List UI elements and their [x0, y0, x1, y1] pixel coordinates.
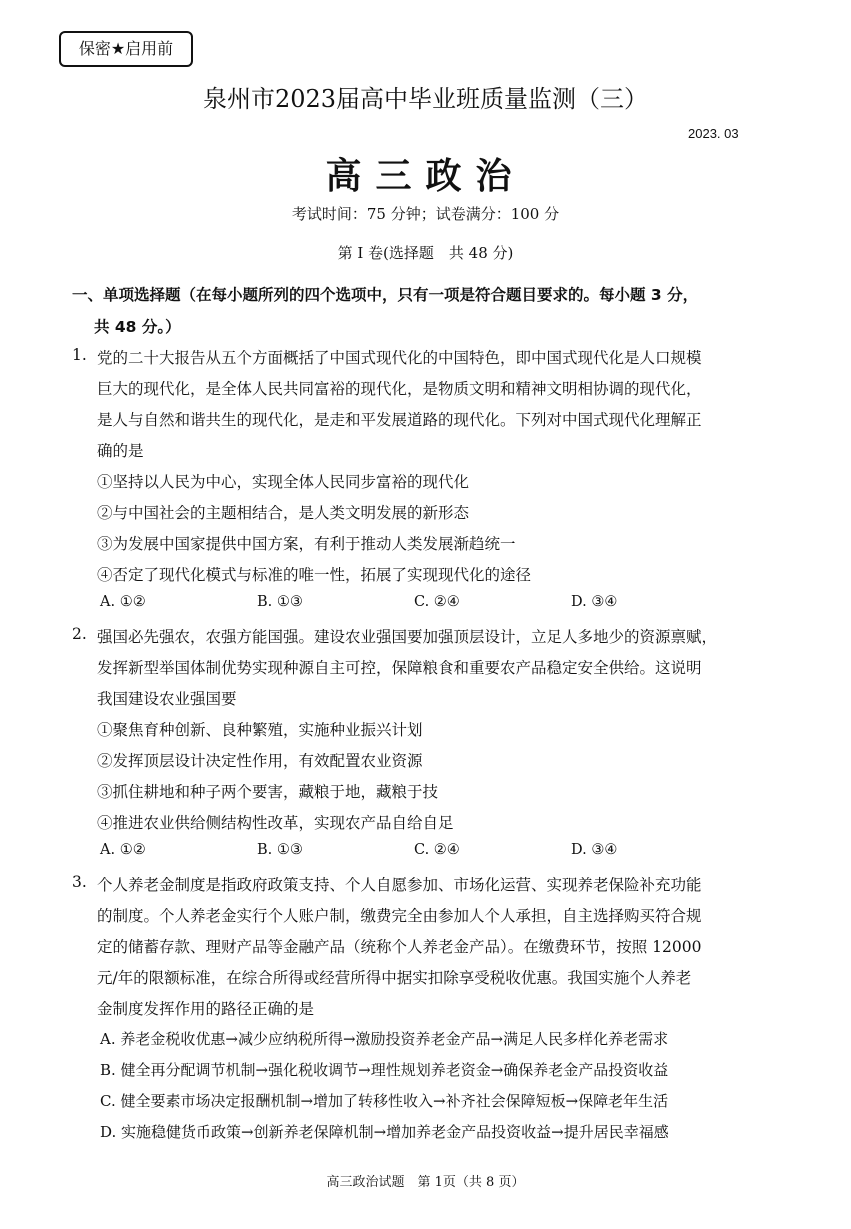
question-stem-line: 的制度。个人养老金实行个人账户制，缴费完全由参加人个人承担，自主选择购买符合规 [97, 907, 702, 925]
question-stem-line: 确的是 [97, 442, 144, 460]
statement: ③抓住耕地和种子两个要害，藏粮于地，藏粮于技 [97, 783, 439, 801]
question-stem-line: 元/年的限额标准，在综合所得或经营所得中据实扣除享受税收优惠。我国实施个人养老 [97, 969, 692, 987]
page-footer: 高三政治试题 第 1页（共 8 页） [326, 1175, 525, 1190]
option-c: C. ②④ [414, 842, 460, 858]
option-c: C. 健全要素市场决定报酬机制→增加了转移性收入→补齐社会保障短板→保障老年生活 [100, 1092, 669, 1110]
section-instructions-line2: 共 48 分。） [94, 318, 181, 336]
question-stem-line: 党的二十大报告从五个方面概括了中国式现代化的中国特色，即中国式现代化是人口规模 [97, 349, 702, 367]
question-stem-line: 是人与自然和谐共生的现代化，是走和平发展道路的现代化。下列对中国式现代化理解正 [97, 411, 702, 429]
exam-date: 2023. 03 [688, 126, 739, 141]
statement: ②发挥顶层设计决定性作用，有效配置农业资源 [97, 752, 423, 770]
exam-title: 泉州市2023届高中毕业班质量监测（三） [202, 85, 649, 113]
option-d: D. ③④ [571, 594, 618, 610]
question-stem-line: 巨大的现代化，是全体人民共同富裕的现代化，是物质文明和精神文明相协调的现代化， [97, 380, 702, 398]
statement: ③为发展中国家提供中国方案，有利于推动人类发展渐趋统一 [97, 535, 516, 553]
option-b: B. ①③ [257, 842, 303, 858]
option-a: A. ①② [100, 594, 146, 610]
option-a: A. 养老金税收优惠→减少应纳税所得→激励投资养老金产品→满足人民多样化养老需求 [100, 1030, 669, 1048]
question-stem-line: 我国建设农业强国要 [97, 690, 237, 708]
option-b: B. 健全再分配调节机制→强化税收调节→理性规划养老资金→确保养老金产品投资收益 [100, 1061, 669, 1079]
statement: ②与中国社会的主题相结合，是人类文明发展的新形态 [97, 504, 470, 522]
question-number: 3. [72, 873, 87, 891]
question-stem-line: 个人养老金制度是指政府政策支持、个人自愿参加、市场化运营、实现养老保险补充功能 [97, 876, 702, 894]
statement: ④推进农业供给侧结构性改革，实现农产品自给自足 [97, 814, 454, 832]
section-instructions-line1: 一、单项选择题（在每小题所列的四个选项中，只有一项是符合题目要求的。每小题 3 分， [72, 286, 699, 304]
option-c: C. ②④ [414, 594, 460, 610]
question-stem-line: 强国必先强农，农强方能国强。建设农业强国要加强顶层设计，立足人多地少的资源禀赋， [97, 628, 718, 646]
exam-info: 考试时间：75 分钟；试卷满分：100 分 [291, 205, 560, 223]
confidential-badge: 保密★启用前 [59, 31, 193, 67]
question-stem-line: 定的储蓄存款、理财产品等金融产品（统称个人养老金产品）。在缴费环节，按照 12000 [97, 938, 702, 956]
question-number: 2. [72, 625, 87, 643]
option-d: D. ③④ [571, 842, 618, 858]
question-number: 1. [72, 346, 87, 364]
option-b: B. ①③ [257, 594, 303, 610]
subject-title: 高三政治 [325, 156, 526, 197]
volume-title: 第 I 卷(选择题 共 48 分) [337, 244, 514, 262]
question-stem-line: 发挥新型举国体制优势实现种源自主可控，保障粮食和重要农产品稳定安全供给。这说明 [97, 659, 702, 677]
statement: ④否定了现代化模式与标准的唯一性，拓展了实现现代化的途径 [97, 566, 532, 584]
statement: ①坚持以人民为中心，实现全体人民同步富裕的现代化 [97, 473, 470, 491]
question-stem-line: 金制度发挥作用的路径正确的是 [97, 1000, 315, 1018]
option-d: D. 实施稳健货币政策→创新养老保障机制→增加养老金产品投资收益→提升居民幸福感 [100, 1123, 669, 1141]
statement: ①聚焦育种创新、良种繁殖，实施种业振兴计划 [97, 721, 423, 739]
option-a: A. ①② [100, 842, 146, 858]
